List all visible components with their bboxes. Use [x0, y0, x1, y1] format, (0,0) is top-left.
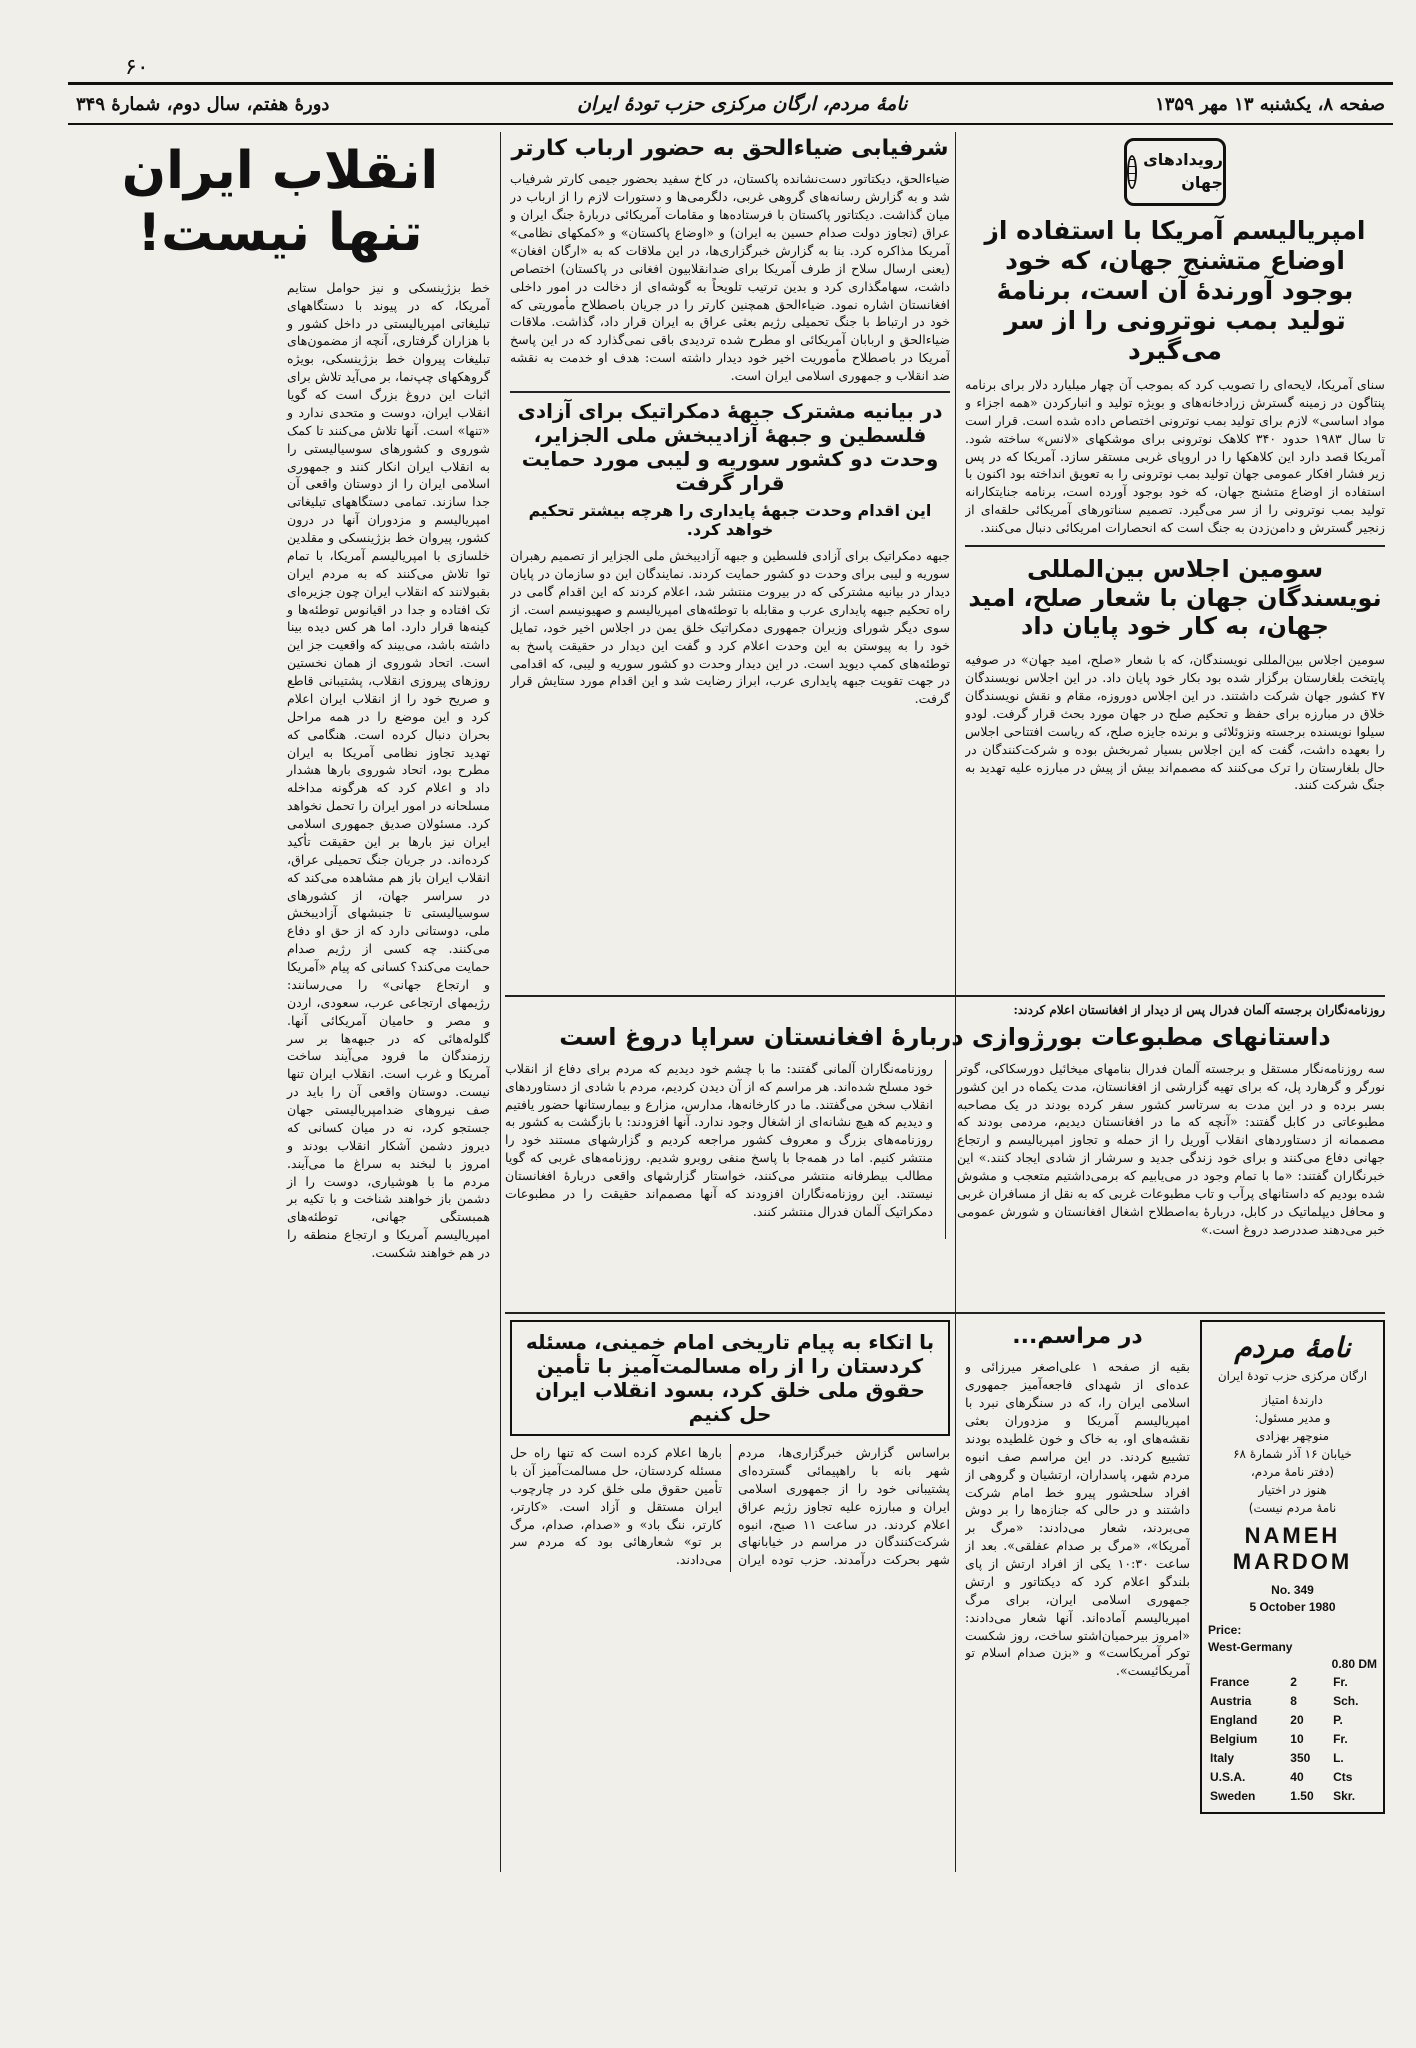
price-row: [1208, 1768, 1377, 1787]
ceremony-body: بقیه از صفحه ۱ علی‌اصغر میرزائی و عده‌ای از شهدای فاجعه‌آمیز جمهوری اسلامی ایران را، که در سنگرهای نبرد با امپریالیسم آمریکا و مزدوران بعثی نقشه‌های او، به خاک و خون غلطیده بودند تشییع کردند. در این مراسم صف انبوه مردم شهر، پاسداران، ارتشیان و گروهی از افراد سلحشور پیرو خط امام شرکت داشتند و در حالی که جنازه‌ها را بر دوش می‌بردند، شعار می‌دادند: «مرگ بر آمریکا»، «مرگ بر صدام عفلقی». بعد از ساعت ۱۰:۳۰ یکی از افراد ارتش از پای بلندگو اعلام کرد که دیکتاتور و ارتش جمهوری اسلامی ایران، برای مرگ امپریالیسم آماده‌اند. آنها شعار می‌دادند: «امروز بیرحمیان‌اشتو ساخت، روز شکست توکر آمریکاست» و «بزن صدام اسلام تو آمریکائیست».: [965, 1359, 1190, 1679]
price-unit: Skr.: [1333, 1788, 1356, 1803]
price-unit: L.: [1333, 1750, 1344, 1765]
masthead-logo: نامۀ مردم: [1234, 1331, 1351, 1364]
iran-revolution-headline-line2: تنها نیست!: [137, 203, 423, 264]
left-column: [70, 132, 490, 1877]
afghanistan-body-continued: روزنامه‌نگاران آلمانی گفتند: ما با چشم خود دیدیم که مردم برای دفاع از انقلاب خود مسلح شده‌اند. هر مراسم که از آن دیدن کردیم، مردم با شادی از دستاوردهای انقلاب سخن می‌گفتند. ما در کارخانه‌ها، مدارس، مزارع و بیمارستانها حضور یافتیم و دیدیم که هیچ نشانه‌ای از اشغال وجود ندارد. آنها افزودند: با بازگشت به کشور به روزنامه‌های بزرگ و معروف کشور مراجعه کردیم و گزارشهای مستند خود را منتشر کنیم. اما در همه‌جا با پاسخ منفی روبرو شدیم. روزنامه‌های غربی که گویا مطالب بیطرفانه منتشر می‌کنند، خواستار گزارشهای واقعی دربارۀ افغانستان نیستند. این روزنامه‌نگاران افزودند که آنها مصمم‌اند حقیقت را در مطبوعات دمکراتیک آلمان فدرال منتشر کنند.: [505, 1060, 933, 1219]
price-country: U.S.A.: [1210, 1769, 1246, 1784]
header-page-info: صفحه ۸، یکشنبه ۱۳ مهر ۱۳۵۹: [1155, 93, 1385, 115]
iran-revolution-body-columns: [70, 279, 490, 1839]
page-header: [68, 82, 1393, 125]
price-row: [1208, 1787, 1377, 1806]
header-paper-name: نامۀ مردم، ارگان مرکزی حزب تودۀ ایران: [577, 93, 908, 115]
zia-headline: شرفیابی ضیاءالحق به حضور ارباب کارتر: [511, 136, 949, 161]
price-amount: 8: [1290, 1693, 1297, 1708]
masthead-info: [1208, 1391, 1377, 1517]
price-table: [1208, 1673, 1377, 1806]
iran-revolution-body: خط بزژینسکی و نیز حوامل ستایم آمریکا، که در پیوند با دستگاههای تبلیغاتی امپریالیستی در داخل کشور و با هزاران گرفتاری، آنچه از مضمون‌های تبلیغات پیروان خط بزژینسکی، بویژه گروهکهای چپ‌نما، بر می‌آید تلاش برای اثبات این دروغ بزرگ است که گویا انقلاب ایران، دوست و متحدی ندارد و «تنها» است. آنها تلاش می‌کنند تا کمک شوروی و کشورهای سوسیالیستی را به انقلاب ایران انکار کنند و جمهوری اسلامی ایران را از دوستان واقعی آن جدا سازند. تمامی دستگاههای تبلیغاتی امپریالیسم و مزدوران آنها در درون کشور، پیروان خط بزژینسکی و مقلدین خلسازی با امپریالیسم آمریکا، با تمام توا تلاش می‌کنند که به مردم ایران بقبولانند که انقلاب ایران چون جزیره‌ای تک افتاده و جدا در اقیانوس توطئه‌ها و کینه‌ها قرار دارد. اما هر کس دیده بینا داشته باشد، می‌بیند که واقعیت جز این است. اتحاد شوروی از همان نخستین روزهای پیروزی انقلاب، پشتیبانی قاطع و صریح خود را از انقلاب ایران اعلام کرد و این موضع را در همه مراحل بحران دنبال کرده است. هنگامی که تهدید تجاوز نظامی آمریکا به ایران مطرح بود، اتحاد شوروی بارها هشدار داد و اعلام کرد که هرگونه مداخله مسلحانه در امور ایران را تحمل نخواهد کرد. مسئولان صدیق جمهوری اسلامی ایران نیز بارها بر این حقیقت تأکید کرده‌اند. در جریان جنگ تحمیلی عراق، انقلاب ایران باز هم مشاهده می‌کند که در سراسر جهان، از کشورهای سوسیالیستی تا جنبشهای آزادیبخش ملی، دوستانی دارد که از حق او دفاع می‌کنند. چه کسی از رژیم صدام حمایت می‌کند؟ کسانی که پیام «آمریکا و ارتجاع جهانی» را می‌رسانند: رژیمهای ارتجاعی عرب، سعودی، اردن و مصر و حامیان آمریکائی آنها. گلوله‌هائی که در جبهه‌ها بر سر رزمندگان ما فرود می‌آیند ساخت آمریکا و غرب است. انقلاب ایران تنها نیست. دوستان واقعی آن را باید در صف نیروهای ضدامپریالیستی جهان جستجو کرد، نه در میان کسانی که دیروز دشمن آشکار انقلاب بودند و امروز با لبخند به سراغ ما می‌آیند. مردم ما با هوشیاری، دوست را از دشمن باز خواهند شناخت و با تکیه بر همبستگی جهانی، توطئه‌های امپریالیسم آمریکا و ارتجاع منطقه را در هم خواهند شکست.: [287, 279, 490, 1261]
kurdistan-headline: با اتکاء به پیام تاریخی امام خمینی، مسئله کردستان را از راه مسالمت‌آمیز با تأمین حقوق ملی خلق کرد، بسود انقلاب ایران حل کنیم: [525, 1330, 935, 1426]
price-amount: 350: [1290, 1750, 1311, 1765]
price-unit: Cts: [1333, 1769, 1353, 1784]
globe-icon: [1127, 155, 1137, 189]
writers-conference-body: سومین اجلاس بین‌المللی نویسندگان، که با شعار «صلح، امید جهان» در صوفیه پایتخت بلغارستان برگزار شده بود بکار خود پایان داد. در این اجلاس نویسندگان ۴۷ کشور جهان شرکت داشتند. در این اجلاس دوروزه، مقام و نقش نویسندگان خلاق در مبارزه برای حفظ و تحکیم صلح در جهان مورد بحث قرار گرفت. لودو سیلوا نویسنده برجسته ونزوئلائی و برنده جایزه صلح، که ریاست افتتاحی اجلاس را بعهده داشت، گفت که این اجلاس بسیار ثمربخش بوده و شرکت‌کنندگان در حال بلغارستان را ترک می‌کنند که مصمم‌اند بیش از پیش در مبارزه علیه تهدید به جنگ شرکت کنند.: [965, 652, 1385, 793]
afghanistan-kicker: روزنامه‌نگاران برجسته آلمان فدرال پس از دیدار از افغانستان اعلام کردند:: [1013, 1003, 1385, 1017]
price-amount: 1.50: [1290, 1788, 1314, 1803]
masthead-issue-date: 5 October 1980: [1249, 1599, 1336, 1614]
price-country: Italy: [1210, 1750, 1235, 1765]
palestine-body: جبهه دمکراتیک برای آزادی فلسطین و جبهه آزادیبخش ملی الجزایر از تصمیم رهبران سوریه و لیبی برای وحدت دو کشور حمایت کردند. نمایندگان این دو سازمان در پایان دیدار در بیانیه مشترکی که در بیروت منتشر شد، اعلام کردند که این اقدام گامی در راه تحکیم جبهه پایداری عرب و مقابله با توطئه‌های امپریالیسم و صهیونیسم است. از سوی دیگر شورای وزیران جمهوری دمکراتیک خلق یمن در اجلاس اخیر خود، تمایل خود را به پیوستن به این وحدت اعلام کرد و گفت این دیدار در حقیقت پاسخ به توطئه‌های کمپ دیوید است. در این دیدار وحدت دو کشور سوریه و لیبی، که اقدامی در جهت تقویت جبهه پایداری عرب، ابراز رضایت شد و این اقدام مورد ستایش قرار گرفت.: [510, 548, 950, 707]
masthead-column: [1200, 1320, 1385, 1880]
palestine-headline: در بیانیه مشترک جبهۀ دمکراتیک برای آزادی فلسطین و جبهۀ آزادیبخش ملی الجزایر، وحدت دو کشور سوریه و لیبی مورد حمایت قرار گرفت: [517, 398, 943, 495]
masthead-info-line: دارندۀ امتیاز: [1262, 1392, 1323, 1407]
price-row: [1208, 1749, 1377, 1768]
masthead-info-line: (دفتر نامۀ مردم،: [1250, 1464, 1335, 1479]
kurdistan-article: [510, 1320, 950, 1880]
kurdistan-body: براساس گزارش خبرگزاری‌ها، مردم شهر بانه با راهپیمائی گسترده‌ای پشتیبانی خود را از جمهوری اسلامی ایران و مبارزه علیه تجاوز رژیم عراق اعلام کردند. در ساعت ۱۱ صبح، انبوه شرکت‌کنندگان در مراسم در خیابانهای شهر بحرکت درآمدند. حزب توده ایران بارها اعلام کرده است که تنها راه حل مسئله کردستان، حل مسالمت‌آمیز آن با تأمین حقوق ملی خلق کرد در چارچوب ایران مستقل و آزاد است. «کارتر، کارتر، ننگ باد» و «صدام، صدام، مرگ بر تو» شعارهائی بود که مردم سر می‌دادند.: [510, 1445, 950, 1568]
price-amount: 40: [1290, 1769, 1304, 1784]
neutron-bomb-body: سنای آمریکا، لایحه‌ای را تصویب کرد که بموجب آن چهار میلیارد دلار برای برنامه پنتاگون در زمینه گسترش زرادخانه‌های و بویژه تولید و انبارکردن «همه اجزاء و مواد اساسی» لازم برای تولید بمب نوترونی اختصاص داده شده است. قرار است تا سال ۱۹۸۳ حدود ۳۴۰ کلاهک نوترونی برای موشکهای «لانس» ساخته شود. آمریکا قصد دارد این کلاهکها را در اروپای غربی مستقر سازد. آمریکا که در پس زیر فشار افکار عمومی جهان تولید بمب نوترونی را به تعویق انداخته بود اکنون با استفاده از اوضاع متشنج جهان، که خود بوجود آورده است، برنامه جنایتکارانه تولید بمب نوترونی را از سر می‌گیرد. تصمیم سناتورهای آمریکائی حلقه‌ای از زنجیر گسترش و دامن‌زدن به جنگ است که انحصارات امریکائی دنبال می‌کنند.: [965, 377, 1385, 535]
price-row: [1208, 1673, 1377, 1692]
price-unit: P.: [1333, 1712, 1343, 1727]
masthead-subtitle: ارگان مرکزی حزب تودۀ ایران: [1217, 1368, 1368, 1383]
afghanistan-headline: داستانهای مطبوعات بورژوازی دربارۀ افغانستان سراپا دروغ است: [559, 1023, 1331, 1052]
price-row: [1208, 1730, 1377, 1749]
price-region: West-Germany: [1208, 1639, 1293, 1654]
iran-revolution-headline-line1: انقلاب ایران: [121, 141, 439, 201]
world-events-logo-text: رویدادهای جهان: [1143, 150, 1223, 192]
price-unit: Fr.: [1333, 1674, 1348, 1689]
masthead-box: [1200, 1320, 1385, 1814]
masthead-info-line: هنوز در اختیار: [1258, 1482, 1327, 1497]
price-country: Austria: [1210, 1693, 1252, 1708]
palestine-subheadline: این اقدام وحدت جبهۀ پایداری را هرچه بیشتر تحکیم خواهد کرد.: [528, 500, 932, 540]
section-divider: [965, 545, 1385, 547]
ceremony-headline: در مراسم...: [1012, 1324, 1143, 1349]
masthead-info-line: منوچهر بهزادی: [1255, 1428, 1330, 1443]
price-unit: Fr.: [1333, 1731, 1348, 1746]
price-de: 0.80 DM: [1331, 1656, 1377, 1671]
column-rule: [500, 132, 501, 1872]
ceremony-column: [965, 1320, 1190, 1880]
masthead-info-line: خیابان ۱۶ آذر شمارۀ ۶۸: [1233, 1446, 1352, 1461]
masthead-latin-line-2: MARDOM: [1232, 1549, 1353, 1575]
masthead-info-line: و مدیر مسئول:: [1254, 1410, 1331, 1425]
price-label: Price:: [1208, 1622, 1242, 1637]
section-divider: [510, 391, 950, 393]
price-country: Sweden: [1210, 1788, 1256, 1803]
masthead-latin-name: [1208, 1523, 1377, 1576]
price-country: England: [1210, 1712, 1258, 1727]
section-divider: [505, 1312, 955, 1314]
price-amount: 10: [1290, 1731, 1304, 1746]
zia-body: ضیاءالحق، دیکتاتور دست‌نشانده پاکستان، در کاخ سفید بحضور جیمی کارتر شرفیاب شد و به گزارش رسانه‌های گروهی غربی، دلگرمی‌ها و دستورات لازم را از ارباب در میان گذاشت. دیکتاتور پاکستان با فرستاده‌ها و مقامات آمریکائی دربارهٔ جنگ ایران و عراق (تجاوز دولت صدام حسین به ایران) و «اوضاع پاکستان» و «کمکهای نظامی» آمریکا مذاکره کرد. بنا به گزارش خبرگزاری‌ها، در این ملاقات که به «ارگان افغان» (یعنی ارسال سلاح از طرف آمریکا برای ضدانقلابیون افغانی در پاکستان) اختصاص داشت، سهامگذاری کرد و بدین ترتیب تلویحاً به گوشه‌ای از دخالت در امور داخلی افغانستان اشاره نمود. ضیاءالحق همچنین کارتر را در جریان باصطلاح مأموریتی که خود در ارتباط با جنگ تحمیلی رژیم بعثی عراق به ایران قرار داد، گذاشت. ملاقات ضیاءالحق و اربابان آمریکائی او مطرح شده تردیدی باقی نمی‌گذارد که در این پاسخ آمریکا در باصطلاح مأموریت اخیر خود دیدار داشته است: هدف او خدمت به نقشه ضد انقلاب و جمهوری اسلامی ایران است.: [510, 171, 950, 384]
masthead-info-line: نامۀ مردم نیست): [1248, 1500, 1337, 1515]
neutron-bomb-headline: امپریالیسم آمریکا با استفاده از اوضاع متشنج جهان، که خود بوجود آورندۀ آن است، برنامۀ تولید بمب نوترونی را از سر می‌گیرد: [984, 216, 1366, 365]
masthead-issue: [1208, 1582, 1377, 1616]
corner-mark: ۶۰: [125, 55, 149, 80]
middle-column: [510, 132, 950, 992]
kurdistan-body-columns: [510, 1444, 950, 1572]
writers-conference-headline: سومین اجلاس بین‌المللی نویسندگان جهان با شعار صلح، امید جهان، به کار خود پایان داد: [968, 554, 1382, 641]
afghanistan-body-columns: [505, 1060, 1385, 1239]
price-amount: 2: [1290, 1674, 1297, 1689]
price-country: France: [1210, 1674, 1250, 1689]
price-country: Belgium: [1210, 1731, 1258, 1746]
afghanistan-article: [505, 1002, 1385, 1302]
price-amount: 20: [1290, 1712, 1304, 1727]
price-unit: Sch.: [1333, 1693, 1359, 1708]
world-events-logo: [1124, 138, 1226, 206]
section-divider: [955, 1312, 1385, 1314]
price-row: [1208, 1692, 1377, 1711]
kurdistan-headline-box: [510, 1320, 950, 1436]
afghanistan-body: سه روزنامه‌نگار مستقل و برجسته آلمان فدرال بنامهای میخائیل دورسکاکی، گوتر نورگر و گرهارد پل، که برای تهیه گزارشی از افغانستان، مدت یکماه در این کشور بسر برده و در این مدت به سرتاسر کشور سفر کرده بودند در یک مصاحبه مطبوعاتی در کابل گفتند: «آنچه که ما در افغانستان دیدیم، مردمی بودند که مصممانه از دستاوردهای انقلاب آوریل را از حمله و تجاوز امپریالیسم و ارتجاع جهانی دفاع می‌کنند و برای خود زندگی جدید و سرشار از شادی ایجاد کنند.» این خبرنگاران گفتند: «ما با تمام وجود در می‌یابیم که برمی‌داشتیم متعجب و مشوش شده بودیم که داستانهای پرآب و تاب مطبوعات غربی که به نقل از مسافران غربی و محافل دیپلماتیک در کابل، دربارهٔ به‌اصطلاح اشغال افغانستان و شورش عمومی خبر می‌دهند صددرصد دروغ است.»: [957, 1060, 1385, 1237]
price-row: [1208, 1711, 1377, 1730]
header-issue-info: دورۀ هفتم، سال دوم، شمارۀ ۳۴۹: [76, 93, 330, 115]
masthead-latin-line-1: NAMEH: [1244, 1522, 1341, 1548]
section-divider: [505, 995, 1385, 997]
masthead-issue-no: No. 349: [1271, 1582, 1314, 1597]
